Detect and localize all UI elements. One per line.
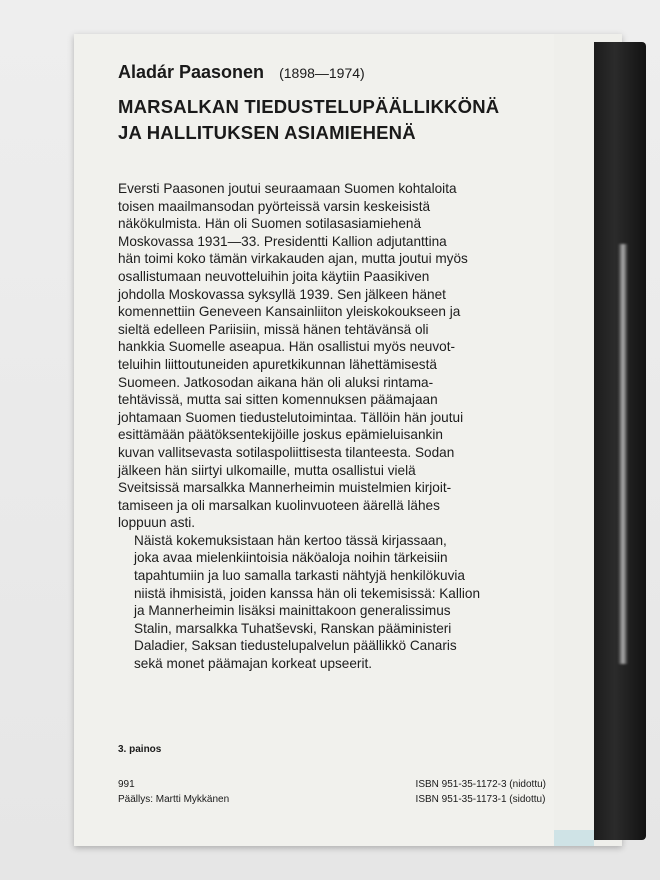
blurb-paragraph-1	[118, 180, 548, 532]
footer-left	[118, 777, 229, 807]
blurb-line: Suomeen. Jatkosodan aikana hän oli aluksi rintama-	[118, 374, 434, 390]
blurb-line: sekä monet päämajan korkeat upseerit.	[134, 656, 373, 672]
author-name: Aladár Paasonen	[118, 62, 265, 82]
blurb-line: näkökulmista. Hän oli Suomen sotilasasiamiehenä	[118, 216, 421, 232]
blurb-line: ja Mannerheimin lisäksi mainittakoon generalissimus	[134, 603, 451, 619]
blurb-paragraph-2	[118, 532, 548, 673]
blurb-line: toisen maailmansodan pyörteissä varsin keskeisistä	[118, 198, 431, 214]
book-back-cover	[74, 34, 622, 846]
author-years: (1898—1974)	[279, 65, 365, 81]
blurb-line: Näistä kokemuksistaan hän kertoo tässä kirjassaan,	[134, 532, 447, 548]
cover-panel	[74, 34, 554, 846]
author-line	[118, 62, 365, 83]
blurb-line: niistä ihmisistä, joiden kanssa hän oli tekemisissä: Kallion	[134, 585, 481, 601]
blurb-line: komennettiin Geneveen Kansainliiton yleiskokoukseen ja	[118, 304, 461, 320]
blurb-line: Sveitsissä marsalkka Mannerheimin muistelmien kirjoit-	[118, 480, 452, 496]
cover-credit: Päällys: Martti Mykkänen	[118, 794, 230, 805]
spine-light-reflection	[618, 244, 628, 664]
blurb-line: johdolla Moskovassa syksyllä 1939. Sen jälkeen hänet	[118, 286, 446, 302]
isbn-paperback: ISBN 951-35-1172-3 (nidottu)	[415, 779, 546, 790]
blurb-line: hän toimi koko tämän virkakauden ajan, mutta joutui myös	[118, 251, 468, 267]
publisher-code: 991	[118, 779, 135, 790]
blurb-text	[118, 180, 548, 673]
blurb-line: sieltä edelleen Pariisiin, missä hänen tehtävänsä oli	[118, 321, 429, 337]
isbn-hardcover: ISBN 951-35-1173-1 (sidottu)	[415, 794, 546, 805]
blurb-line: osallistumaan neuvotteluihin joita käytiin Paasikiven	[118, 268, 430, 284]
blurb-line: Daladier, Saksan tiedustelupalvelun päällikkö Canaris	[134, 638, 457, 654]
edition-label: 3. painos	[118, 744, 162, 755]
blurb-line: esittämään päätöksentekijöille joskus epämieluisankin	[118, 427, 443, 443]
blurb-line: hankkia Suomelle aseapua. Hän osallistui myös neuvot-	[118, 339, 456, 355]
blurb-line: tehtävissä, mutta sai sitten komennuksen päämajaan	[118, 392, 438, 408]
blurb-line: johtamaan Suomen tiedustelutoimintaa. Tällöin hän joutui	[118, 409, 464, 425]
page-edge-strip	[554, 830, 594, 846]
footer-right	[416, 777, 546, 807]
blurb-line: teluihin liittoutuneiden apuretkikunnan lähettämisestä	[118, 356, 437, 372]
blurb-line: Stalin, marsalkka Tuhatševski, Ranskan pääministeri	[134, 620, 452, 636]
book-title	[118, 94, 548, 146]
blurb-line: Eversti Paasonen joutui seuraamaan Suomen kohtaloita	[118, 181, 457, 196]
blurb-line: joka avaa mielenkiintoisia näköaloja noihin tärkeisiin	[134, 550, 448, 566]
blurb-line: tapahtumiin ja luo samalla tarkasti nähtyjä henkilökuvia	[134, 568, 465, 584]
title-line-1: MARSALKAN TIEDUSTELUPÄÄLLIKKÖNÄ	[118, 96, 500, 117]
blurb-line: kuvan vallitsevasta sotilaspoliittisesta tilanteesta. Sodan	[118, 444, 455, 460]
blurb-line: jälkeen hän siirtyi ulkomaille, mutta osallistui vielä	[118, 462, 416, 478]
blurb-line: tamiseen ja oli marsalkan kuolinvuoteen äärellä lähes	[118, 497, 440, 513]
title-line-2: JA HALLITUKSEN ASIAMIEHENÄ	[118, 122, 416, 143]
blurb-line: loppuun asti.	[118, 515, 196, 531]
blurb-line: Moskovassa 1931—33. Presidentti Kallion adjutanttina	[118, 233, 447, 249]
